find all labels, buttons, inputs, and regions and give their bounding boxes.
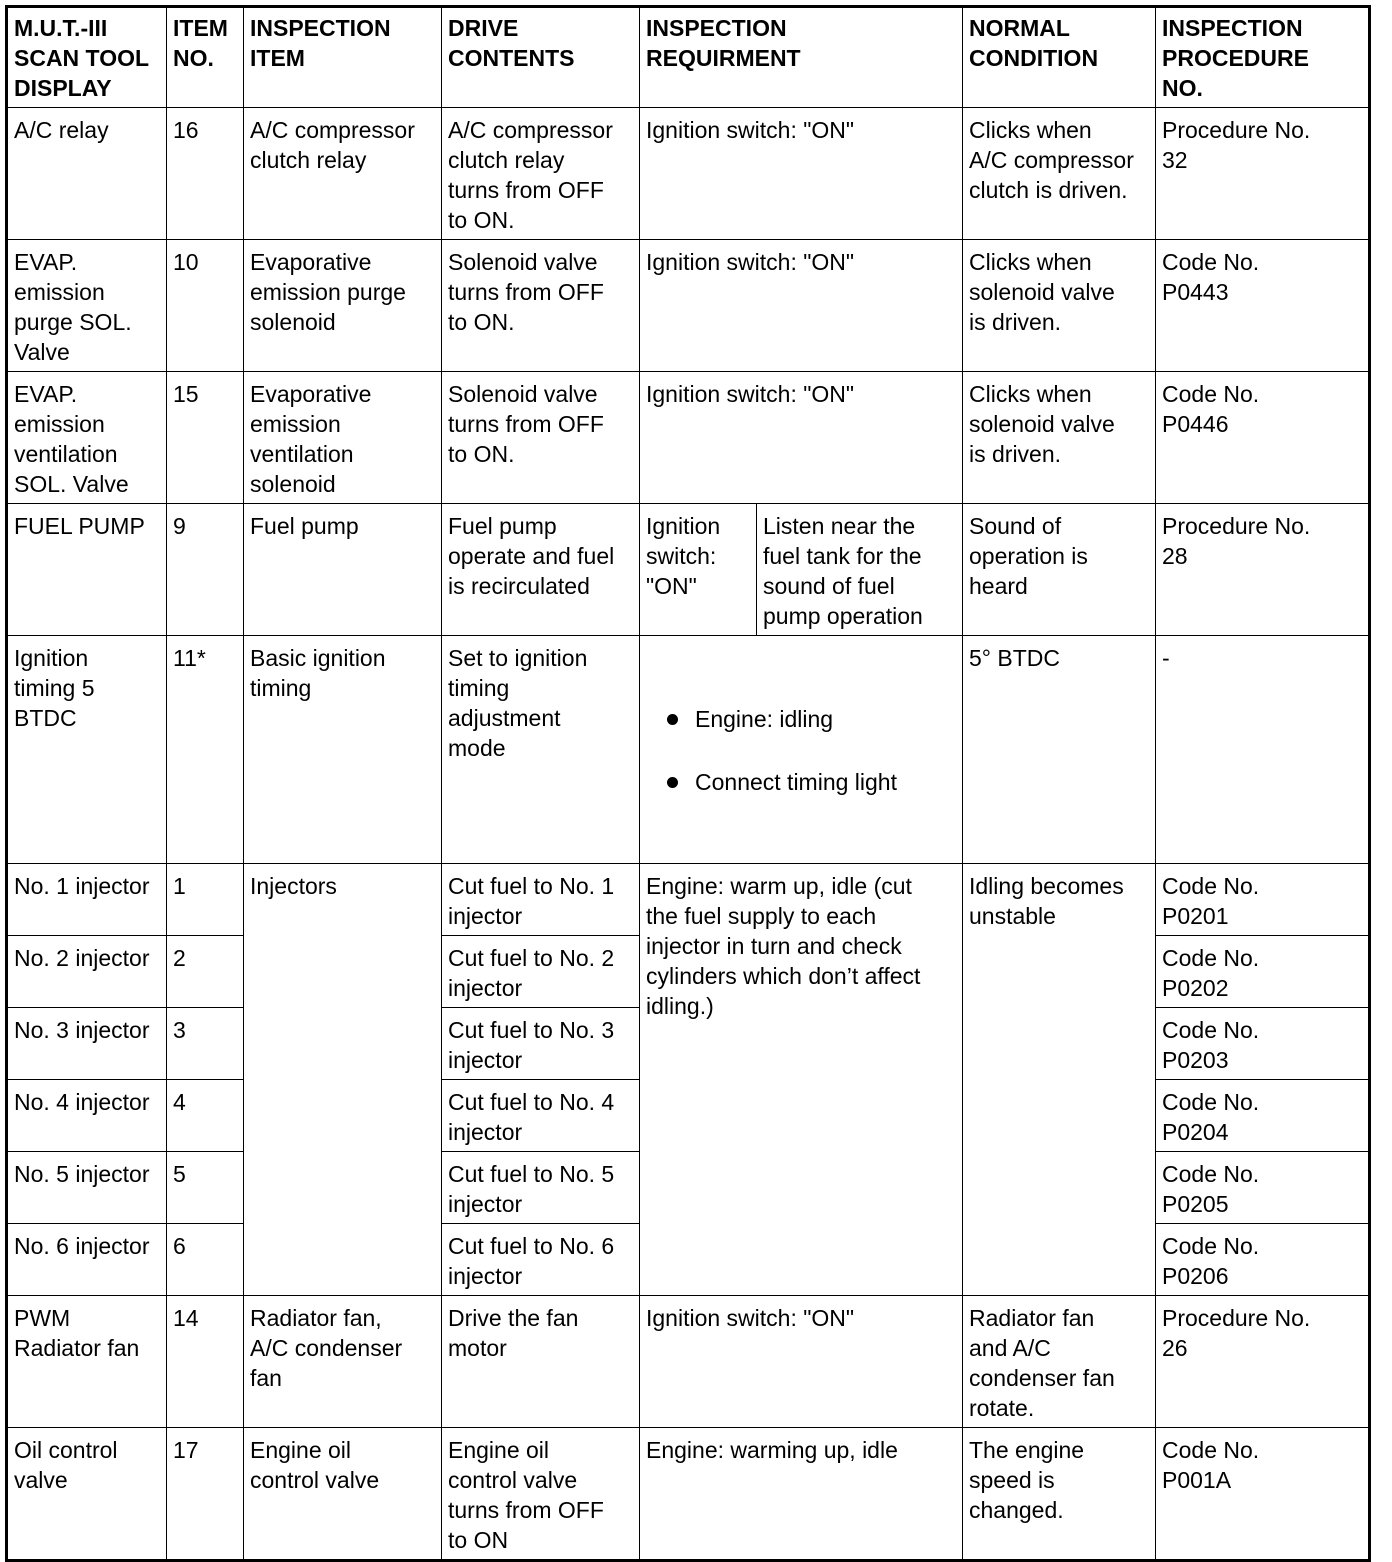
drive-contents-cell: Drive the fan motor (442, 1296, 640, 1428)
drive-contents-cell: Cut fuel to No. 5 injector (442, 1152, 640, 1224)
table-row (7, 864, 1370, 936)
display-cell: FUEL PUMP (7, 504, 167, 636)
procedure-cell: Procedure No. 28 (1156, 504, 1370, 636)
procedure-cell: Code No. P0203 (1156, 1008, 1370, 1080)
header-row (7, 7, 1370, 108)
procedure-cell: Code No. P0446 (1156, 372, 1370, 504)
table-row (7, 504, 1370, 636)
procedure-cell: Code No. P0443 (1156, 240, 1370, 372)
normal-condition-cell: Radiator fan and A/C condenser fan rotate. (963, 1296, 1156, 1428)
drive-contents-cell: Fuel pump operate and fuel is recirculated (442, 504, 640, 636)
item-no-cell: 15 (167, 372, 244, 504)
inspection-item-cell: A/C compressor clutch relay (244, 108, 442, 240)
display-cell: PWM Radiator fan (7, 1296, 167, 1428)
display-cell: No. 5 injector (7, 1152, 167, 1224)
drive-contents-cell: Cut fuel to No. 2 injector (442, 936, 640, 1008)
display-cell: Oil control valve (7, 1428, 167, 1561)
requirement-cell: Ignition switch: "ON" (640, 1296, 963, 1428)
procedure-cell: Code No. P0205 (1156, 1152, 1370, 1224)
item-no-cell: 4 (167, 1080, 244, 1152)
item-no-cell: 17 (167, 1428, 244, 1561)
display-cell: No. 6 injector (7, 1224, 167, 1296)
header-item-no: ITEM NO. (167, 7, 244, 108)
item-no-cell: 5 (167, 1152, 244, 1224)
header-inspection-item: INSPECTION ITEM (244, 7, 442, 108)
drive-contents-cell: Set to ignition timing adjustment mode (442, 636, 640, 864)
inspection-item-cell: Evaporative emission ventilation solenoid (244, 372, 442, 504)
requirement-cell (640, 636, 963, 864)
item-no-cell: 3 (167, 1008, 244, 1080)
requirement-cell: Ignition switch: "ON" (640, 372, 963, 504)
item-no-cell: 9 (167, 504, 244, 636)
procedure-cell: Code No. P0201 (1156, 864, 1370, 936)
table-row (7, 240, 1370, 372)
bullet-item: Engine: idling (646, 703, 956, 736)
bullet-item: Connect timing light (646, 766, 956, 799)
inspection-item-cell: Fuel pump (244, 504, 442, 636)
display-cell: No. 4 injector (7, 1080, 167, 1152)
drive-contents-cell: Solenoid valve turns from OFF to ON. (442, 240, 640, 372)
display-cell: EVAP. emission ventilation SOL. Valve (7, 372, 167, 504)
header-display: M.U.T.-III SCAN TOOL DISPLAY (7, 7, 167, 108)
inspection-item-cell: Radiator fan, A/C condenser fan (244, 1296, 442, 1428)
requirement-cell: Engine: warm up, idle (cut the fuel supply to each injector in turn and check cylinders which don’t affect idling.) (640, 864, 963, 1296)
drive-contents-cell: Cut fuel to No. 3 injector (442, 1008, 640, 1080)
display-cell: No. 2 injector (7, 936, 167, 1008)
display-cell: EVAP. emission purge SOL. Valve (7, 240, 167, 372)
normal-condition-cell: The engine speed is changed. (963, 1428, 1156, 1561)
procedure-cell: Code No. P0204 (1156, 1080, 1370, 1152)
drive-contents-cell: Cut fuel to No. 6 injector (442, 1224, 640, 1296)
requirement-cell: Ignition switch: "ON" (640, 108, 963, 240)
inspection-item-cell: Injectors (244, 864, 442, 1296)
requirement-switch-cell: Ignition switch: "ON" (640, 504, 757, 636)
table-row (7, 1428, 1370, 1561)
table-row (7, 1296, 1370, 1428)
header-requirement: INSPECTION REQUIRMENT (640, 7, 963, 108)
normal-condition-cell: Clicks when solenoid valve is driven. (963, 372, 1156, 504)
normal-condition-cell: Idling becomes unstable (963, 864, 1156, 1296)
requirement-listen-cell: Listen near the fuel tank for the sound of fuel pump operation (757, 504, 963, 636)
normal-condition-cell: Clicks when A/C compressor clutch is driven. (963, 108, 1156, 240)
display-cell: No. 3 injector (7, 1008, 167, 1080)
drive-contents-cell: Cut fuel to No. 4 injector (442, 1080, 640, 1152)
table-row (7, 108, 1370, 240)
header-drive-contents: DRIVE CONTENTS (442, 7, 640, 108)
procedure-cell: Code No. P0206 (1156, 1224, 1370, 1296)
item-no-cell: 10 (167, 240, 244, 372)
requirement-cell: Ignition switch: "ON" (640, 240, 963, 372)
procedure-cell: Procedure No. 32 (1156, 108, 1370, 240)
requirement-bullet-list (646, 673, 956, 829)
header-normal-condition: NORMAL CONDITION (963, 7, 1156, 108)
display-cell: No. 1 injector (7, 864, 167, 936)
normal-condition-cell: 5° BTDC (963, 636, 1156, 864)
inspection-item-cell: Evaporative emission purge solenoid (244, 240, 442, 372)
drive-contents-cell: A/C compressor clutch relay turns from OFF to ON. (442, 108, 640, 240)
item-no-cell: 2 (167, 936, 244, 1008)
item-no-cell: 1 (167, 864, 244, 936)
display-cell: A/C relay (7, 108, 167, 240)
table-row (7, 636, 1370, 864)
drive-contents-cell: Solenoid valve turns from OFF to ON. (442, 372, 640, 504)
header-procedure-no: INSPECTION PROCEDURE NO. (1156, 7, 1370, 108)
display-cell: Ignition timing 5 BTDC (7, 636, 167, 864)
drive-contents-cell: Cut fuel to No. 1 injector (442, 864, 640, 936)
normal-condition-cell: Sound of operation is heard (963, 504, 1156, 636)
inspection-table (5, 5, 1371, 1562)
inspection-item-cell: Basic ignition timing (244, 636, 442, 864)
item-no-cell: 6 (167, 1224, 244, 1296)
procedure-cell: Code No. P0202 (1156, 936, 1370, 1008)
item-no-cell: 11* (167, 636, 244, 864)
normal-condition-cell: Clicks when solenoid valve is driven. (963, 240, 1156, 372)
requirement-cell: Engine: warming up, idle (640, 1428, 963, 1561)
procedure-cell: - (1156, 636, 1370, 864)
inspection-item-cell: Engine oil control valve (244, 1428, 442, 1561)
table-row (7, 372, 1370, 504)
procedure-cell: Procedure No. 26 (1156, 1296, 1370, 1428)
drive-contents-cell: Engine oil control valve turns from OFF to ON (442, 1428, 640, 1561)
procedure-cell: Code No. P001A (1156, 1428, 1370, 1561)
item-no-cell: 16 (167, 108, 244, 240)
item-no-cell: 14 (167, 1296, 244, 1428)
